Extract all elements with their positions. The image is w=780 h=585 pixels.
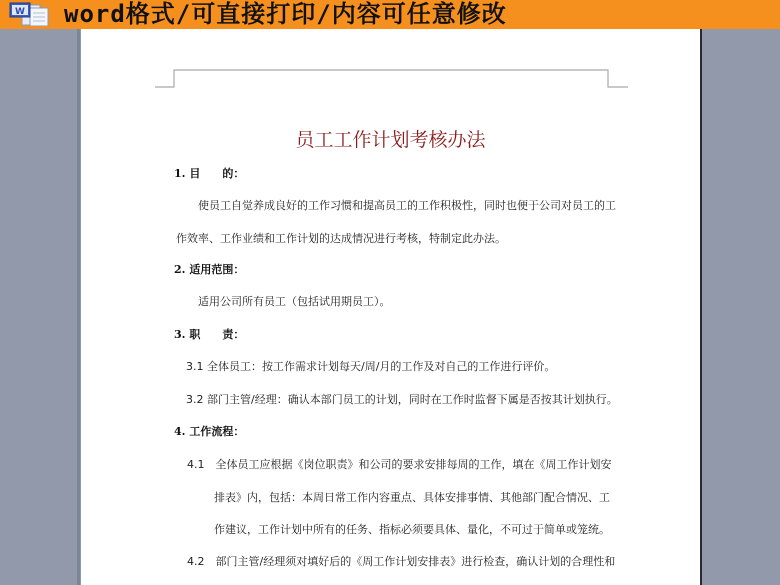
- word-document-icon: [8, 2, 54, 26]
- paragraph-line: 排表》内，包括：本周日常工作内容重点、具体安排事情、其他部门配合情况、工: [214, 491, 610, 504]
- section-heading-scope: 2. 适用范围：: [174, 263, 245, 276]
- section-heading-responsibilities: 3. 职 责：: [174, 328, 245, 341]
- paragraph-line: 3.1 全体员工：按工作需求计划每天/周/月的工作及对自己的工作进行评价。: [186, 360, 556, 373]
- section-heading-purpose: 1. 目 的：: [174, 167, 245, 180]
- svg-text:W: W: [15, 7, 25, 17]
- paragraph-line: 作效率、工作业绩和工作计划的达成情况进行考核，特制定此办法。: [176, 232, 506, 245]
- document-page: [81, 29, 700, 585]
- paragraph-line: 作建议，工作计划中所有的任务、指标必须要具体、量化，不可过于简单或笼统。: [214, 523, 610, 536]
- promo-banner: [0, 0, 780, 29]
- paragraph-line: 4.2 部门主管/经理须对填好后的《周工作计划安排表》进行检查，确认计划的合理性和: [187, 555, 616, 568]
- paragraph-line: 适用公司所有员工（包括试用期员工）。: [198, 295, 391, 308]
- paragraph-line: 3.2 部门主管/经理：确认本部门员工的计划，同时在工作时监督下属是否按其计划执行。: [186, 393, 618, 406]
- header-margin-marker: [155, 69, 628, 89]
- right-margin-area: [700, 29, 780, 585]
- section-heading-workflow: 4. 工作流程：: [174, 425, 245, 438]
- paragraph-line: 4.1 全体员工应根据《岗位职责》和公司的要求安排每周的工作，填在《周工作计划安: [187, 458, 612, 471]
- banner-text: word格式/可直接打印/内容可任意修改: [64, 0, 507, 28]
- document-title: 员工工作计划考核办法: [295, 129, 486, 151]
- left-margin-area: [0, 29, 80, 585]
- paragraph-line: 使员工自觉养成良好的工作习惯和提高员工的工作积极性，同时也便于公司对员工的工: [198, 199, 616, 212]
